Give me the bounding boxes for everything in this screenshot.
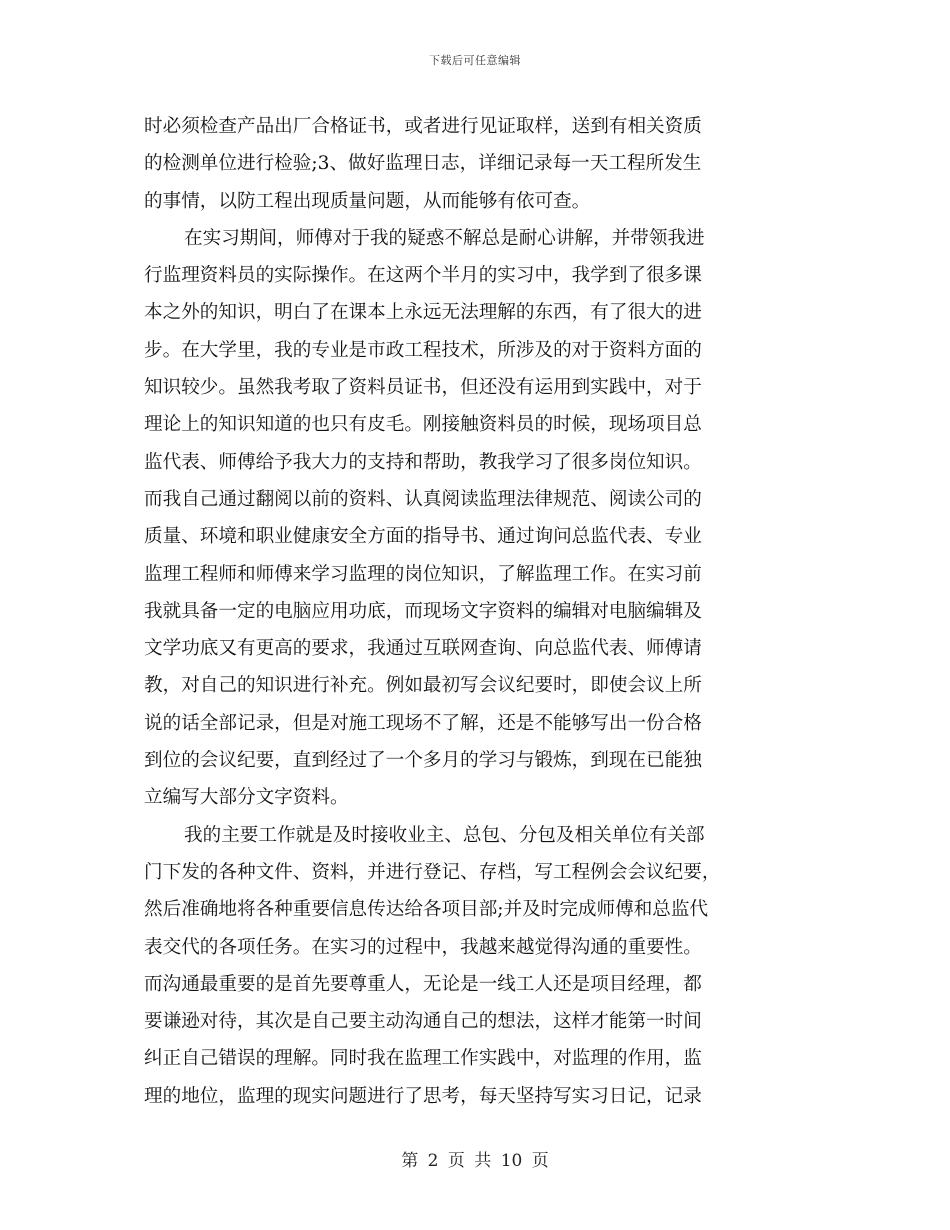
text-line: 表交代的各项任务。在实习的过程中，我越来越觉得沟通的重要性。 [144, 936, 702, 958]
text-line: 立编写大部分文字资料。 [144, 787, 349, 809]
page-header: 下载后可任意编辑 [429, 54, 521, 67]
paragraph-start-line: 我的主要工作就是及时接收业主、总包、分包及相关单位有关部 [184, 824, 705, 846]
text-line: 到位的会议纪要，直到经过了一个多月的学习与锻炼，到现在已能独 [144, 750, 702, 772]
text-line: 时必须检查产品出厂合格证书，或者进行见证取样，送到有相关资质 [144, 116, 702, 137]
text-line: 要谦逊对待，其次是自己要主动沟通自己的想法，这样才能第一时间 [144, 1011, 702, 1033]
text-line: 纠正自己错误的理解。同时我在监理工作实践中，对监理的作用，监 [144, 1048, 702, 1070]
text-line: 门下发的各种文件、资料，并进行登记、存档，写工程例会会议纪要， [144, 861, 721, 883]
text-line: 知识较少。虽然我考取了资料员证书，但还没有运用到实践中，对于 [144, 377, 702, 399]
text-line: 理的地位，监理的现实问题进行了思考，每天坚持写实习日记，记录 [144, 1085, 702, 1107]
text-line: 行监理资料员的实际操作。在这两个半月的实习中，我学到了很多课 [144, 265, 702, 287]
paragraph-start-line: 在实习期间，师傅对于我的疑惑不解总是耐心讲解，并带领我进 [184, 227, 705, 249]
text-line: 我就具备一定的电脑应用功底，而现场文字资料的编辑对电脑编辑及 [144, 600, 702, 622]
text-line: 教，对自己的知识进行补充。例如最初写会议纪要时，即使会议上所 [144, 675, 702, 697]
text-line: 监理工程师和师傅来学习监理的岗位知识，了解监理工作。在实习前 [144, 563, 702, 585]
text-line: 的事情，以防工程出现质量问题，从而能够有依可查。 [144, 190, 591, 212]
document-body [144, 108, 808, 1115]
text-line: 然后准确地将各种重要信息传达给各项目部;并及时完成师傅和总监代 [144, 899, 709, 921]
text-line: 质量、环境和职业健康安全方面的指导书、通过询问总监代表、专业 [144, 526, 702, 548]
text-line: 步。在大学里，我的专业是市政工程技术，所涉及的对于资料方面的 [144, 339, 702, 361]
text-line: 说的话全部记录，但是对施工现场不了解，还是不能够写出一份合格 [144, 712, 702, 734]
text-line: 理论上的知识知道的也只有皮毛。刚接触资料员的时候，现场项目总 [144, 414, 702, 436]
text-line: 文学功底又有更高的要求，我通过互联网查询、向总监代表、师傅请 [144, 638, 702, 660]
page-footer: 第 2 页 共 10 页 [401, 1151, 549, 1171]
text-line: 的检测单位进行检验;3、做好监理日志，详细记录每一天工程所发生 [144, 153, 702, 175]
text-line: 而沟通最重要的是首先要尊重人，无论是一线工人还是项目经理，都 [144, 973, 702, 995]
text-line: 本之外的知识，明白了在课本上永远无法理解的东西，有了很大的进 [144, 302, 702, 324]
text-line: 监代表、师傅给予我大力的支持和帮助，教我学习了很多岗位知识。 [144, 451, 702, 473]
text-line: 而我自己通过翻阅以前的资料、认真阅读监理法律规范、阅读公司的 [144, 488, 702, 510]
